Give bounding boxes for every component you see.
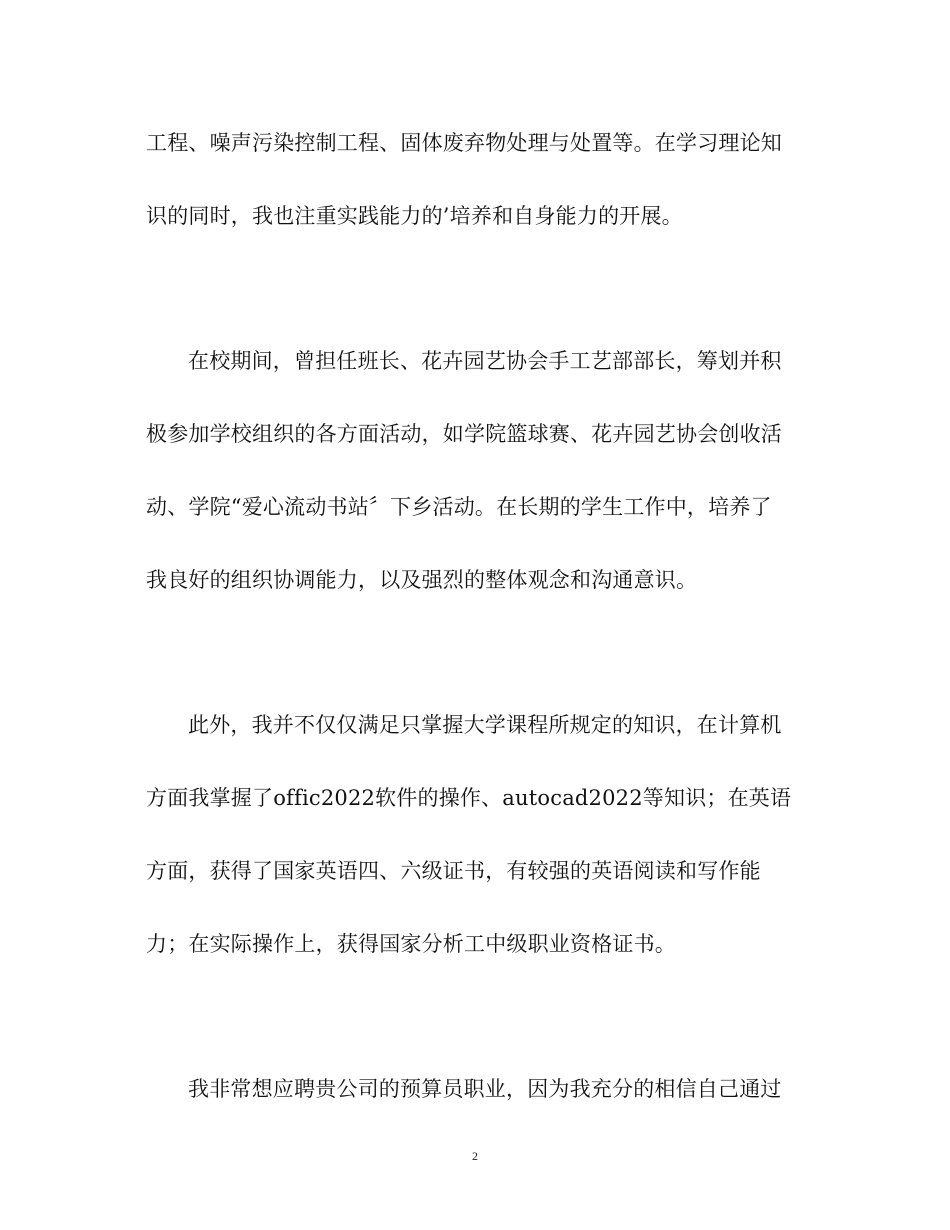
paragraph-2-line-2: 极参加学校组织的各方面活动，如学院篮球赛、花卉园艺协会创收活 (146, 422, 782, 446)
paragraph-2-line-1: 在校期间，曾担任班长、花卉园艺协会手工艺部部长，筹划并积 (188, 349, 782, 373)
paragraph-1-line-1: 工程、噪声污染控制工程、固体废弃物处理与处置等。在学习理论知 (146, 131, 782, 155)
paragraph-2-line-3: 动、学院“爱心流动书站〞下乡活动。在长期的学生工作中，培养了 (146, 495, 772, 519)
page-number: 2 (472, 1149, 478, 1163)
paragraph-3-line-1: 此外，我并不仅仅满足只掌握大学课程所规定的知识，在计算机 (188, 713, 782, 737)
paragraph-1-line-2: 识的同时，我也注重实践能力的’培养和自身能力的开展。 (146, 204, 683, 228)
paragraph-3-line-4: 力；在实际操作上，获得国家分析工中级职业资格证书。 (146, 932, 676, 956)
paragraph-3-line-3: 方面，获得了国家英语四、六级证书，有较强的英语阅读和写作能 (146, 859, 761, 883)
paragraph-4-line-1: 我非常想应聘贵公司的预算员职业，因为我充分的相信自己通过 (188, 1077, 782, 1101)
paragraph-2-line-4: 我良好的组织协调能力，以及强烈的整体观念和沟通意识。 (146, 568, 698, 592)
paragraph-3-line-2: 方面我掌握了offic2022软件的操作、autocad2022等知识；在英语 (146, 786, 792, 810)
